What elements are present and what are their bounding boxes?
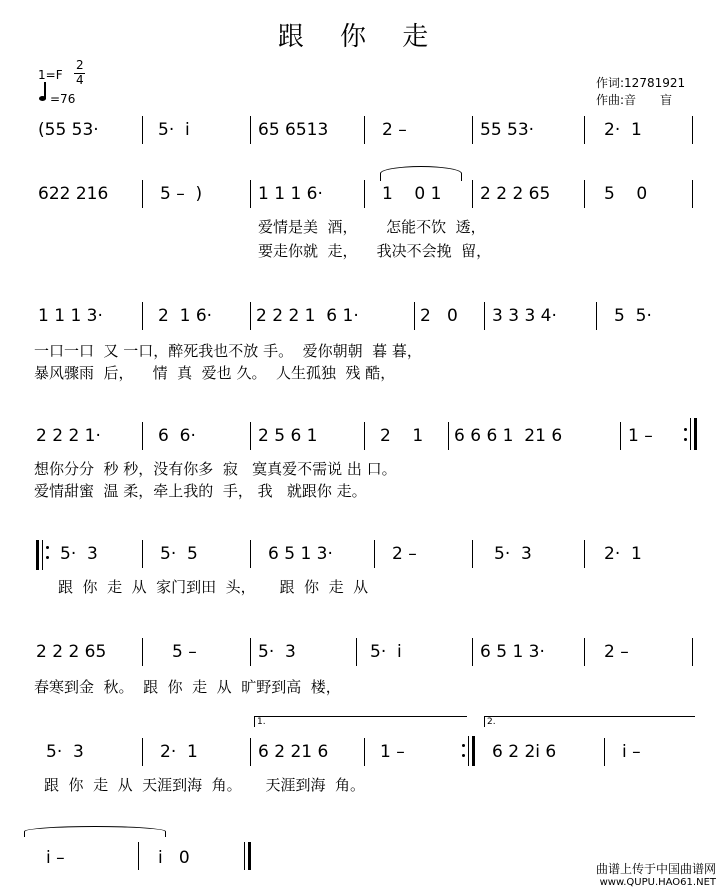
bar-line [356, 638, 357, 666]
measure: 2 – [382, 120, 407, 140]
repeat-dot [462, 754, 465, 757]
measure: 1 1 1 3· [38, 306, 103, 326]
measure: 6 2 2i 6 [492, 742, 557, 762]
source-credit [596, 860, 716, 888]
measure: 2 1 6· [158, 306, 213, 326]
measure: 5· i [158, 120, 190, 140]
repeat-dot [684, 428, 687, 431]
measure: i 0 [158, 848, 190, 868]
measure: 6 2 21 6 [258, 742, 329, 762]
measure: 5· 3 [60, 544, 98, 564]
bar-line [604, 738, 605, 766]
credit-line-2: www.QUPU.HAO61.NET [599, 877, 716, 888]
measure: 2· 1 [604, 544, 642, 564]
tie-slur [24, 826, 166, 837]
bar-line [468, 736, 469, 766]
bar-line [692, 180, 693, 208]
measure: 2 2 2 1· [36, 426, 101, 446]
bar-line [142, 638, 143, 666]
lyric-verse-2: 要走你就 走， 我决不会挽 留， [258, 242, 492, 260]
bar-line [620, 422, 621, 450]
measure: 5 5· [614, 306, 652, 326]
measure: 2· 1 [604, 120, 642, 140]
lyric-verse-2: 爱情甜蜜 温 柔，牵上我的 手， 我 就跟你 走。 [34, 482, 367, 500]
measure: 2 5 6 1 [258, 426, 318, 446]
bar-line [584, 116, 585, 144]
lyric-verse-1: 一口一口 又 一口，醉死我也不放 手。 爱你朝朝 暮 暮， [34, 342, 422, 360]
bar-line [596, 302, 597, 330]
bar-line [690, 418, 691, 450]
bar-line [250, 422, 251, 450]
measure: 5· 3 [494, 544, 532, 564]
bar-line [584, 180, 585, 208]
bar-line [142, 738, 143, 766]
bar-line [472, 638, 473, 666]
repeat-dot [462, 744, 465, 747]
time-signature-top: 2 [76, 58, 84, 72]
lyric-verse-1: 想你分分 秒 秒，没有你多 寂 寞真爱不需说 出 口。 [34, 460, 397, 478]
bar-line [142, 302, 143, 330]
measure: 6 5 1 3· [480, 642, 545, 662]
quarter-note-icon [39, 96, 46, 101]
measure: 2 2 2 1 6 1· [256, 306, 359, 326]
volta-first-ending: 1. [254, 716, 467, 727]
tie-slur [380, 166, 462, 181]
measure: 1 – [628, 426, 653, 446]
bar-line [584, 540, 585, 568]
bar-line [250, 116, 251, 144]
measure: (55 53· [38, 120, 99, 140]
credit-line-1: 曲谱上传于中国曲谱网 [595, 862, 716, 876]
bar-line [448, 422, 449, 450]
measure: 5· 3 [258, 642, 296, 662]
bar-line [472, 540, 473, 568]
lyric-verse-2: 暴风骤雨 后， 情 真 爱也 久。 人生孤独 残 酷， [34, 364, 396, 382]
measure: 3 3 3 4· [492, 306, 557, 326]
final-bar [248, 842, 251, 870]
volta-second-ending: 2. [484, 716, 695, 727]
measure: 1 0 1 [382, 184, 442, 204]
bar-line [250, 638, 251, 666]
repeat-dot [46, 546, 49, 549]
bar-line [142, 116, 143, 144]
bar-line [364, 738, 365, 766]
repeat-dot [46, 556, 49, 559]
bar-line [364, 180, 365, 208]
bar-line [250, 302, 251, 330]
repeat-start-bar [36, 540, 39, 570]
bar-line [250, 540, 251, 568]
lyricist: 作词:12781921 [596, 76, 686, 90]
bar-line [42, 540, 43, 570]
measure: 2 2 2 65 [480, 184, 551, 204]
measure: 5· 3 [46, 742, 84, 762]
lyric-verse-1: 跟 你 走 从 家门到田 头， 跟 你 走 从 [58, 578, 369, 596]
measure: 2 – [392, 544, 417, 564]
time-signature-bottom: 4 [76, 73, 84, 87]
lyric-verse-1: 爱情是美 酒， 怎能不饮 透， [258, 218, 486, 236]
measure: 2 – [604, 642, 629, 662]
page-title: 跟 你 走 [277, 22, 443, 52]
measure: 6 6 6 1 21 6 [454, 426, 563, 446]
measure: 2· 1 [160, 742, 198, 762]
measure: 6 6· [158, 426, 196, 446]
measure: 5 – ) [160, 184, 203, 204]
bar-line [472, 116, 473, 144]
measure: 1 1 1 6· [258, 184, 323, 204]
bar-line [692, 116, 693, 144]
measure: 6 5 1 3· [268, 544, 333, 564]
bar-line [138, 842, 139, 870]
bar-line [364, 422, 365, 450]
measure: 5· 5 [160, 544, 198, 564]
key-signature: 1=F [38, 68, 63, 82]
measure: 55 53· [480, 120, 535, 140]
bar-line [414, 302, 415, 330]
composer: 作曲:音 盲 [596, 93, 673, 107]
measure: 1 – [380, 742, 405, 762]
repeat-end-bar [694, 418, 697, 450]
measure: 5 – [172, 642, 197, 662]
bar-line [250, 738, 251, 766]
bar-line [692, 638, 693, 666]
measure: 2 1 [380, 426, 424, 446]
bar-line [364, 116, 365, 144]
measure: 5· i [370, 642, 402, 662]
bar-line [584, 638, 585, 666]
bar-line [142, 540, 143, 568]
bar-line [250, 180, 251, 208]
measure: 2 0 [420, 306, 458, 326]
measure: 2 2 2 65 [36, 642, 107, 662]
bar-line [374, 540, 375, 568]
bar-line [484, 302, 485, 330]
bar-line [142, 180, 143, 208]
measure: i – [46, 848, 65, 868]
lyric-verse-1: 春寒到金 秋。 跟 你 走 从 旷野到高 楼， [34, 678, 341, 696]
repeat-dot [684, 438, 687, 441]
measure: 65 6513 [258, 120, 329, 140]
bar-line [142, 422, 143, 450]
repeat-end-bar [472, 736, 475, 766]
lyric-verse-1: 跟 你 走 从 天涯到海 角。 天涯到海 角。 [44, 776, 366, 794]
measure: 622 216 [38, 184, 109, 204]
bar-line [472, 180, 473, 208]
tempo-marking: =76 [50, 92, 76, 106]
measure: 5 0 [604, 184, 648, 204]
measure: i – [622, 742, 641, 762]
bar-line [244, 842, 245, 870]
